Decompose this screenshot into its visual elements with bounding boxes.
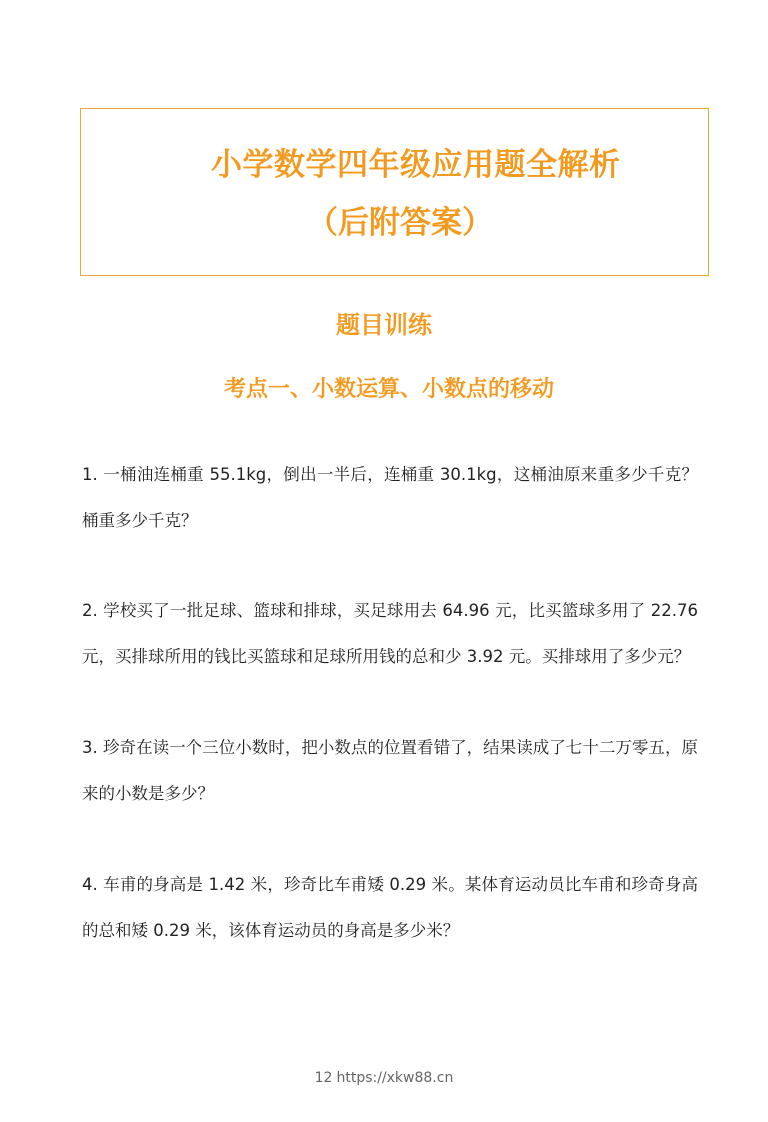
- question-list: [82, 452, 698, 999]
- page-footer: [0, 1070, 768, 1086]
- footer-url[interactable]: https://xkw88.cn: [336, 1070, 454, 1086]
- title-box: [80, 108, 709, 276]
- question-2: 2. 学校买了一批足球、篮球和排球，买足球用去 64.96 元，比买篮球多用了 22.76 元，买排球所用的钱比买篮球和足球所用钱的总和少 3.92 元。买排球用了多少元？: [82, 601, 698, 666]
- page-number: 12: [314, 1070, 333, 1086]
- document-subtitle: （后附答案）: [307, 205, 493, 241]
- question-4: 4. 车甫的身高是 1.42 米，珍奇比车甫矮 0.29 米。某体育运动员比车甫和珍奇身高的总和矮 0.29 米，该体育运动员的身高是多少米？: [82, 875, 698, 940]
- section-title: 题目训练: [336, 311, 432, 339]
- question-3: 3. 珍奇在读一个三位小数时，把小数点的位置看错了，结果读成了七十二万零五，原来的小数是多少？: [82, 738, 698, 803]
- subsection-title: 考点一、小数运算、小数点的移动: [223, 377, 554, 402]
- question-1: 1. 一桶油连桶重 55.1kg，倒出一半后，连桶重 30.1kg，这桶油原来重多少千克？桶重多少千克？: [82, 465, 698, 530]
- document-title: 小学数学四年级应用题全解析: [211, 147, 621, 183]
